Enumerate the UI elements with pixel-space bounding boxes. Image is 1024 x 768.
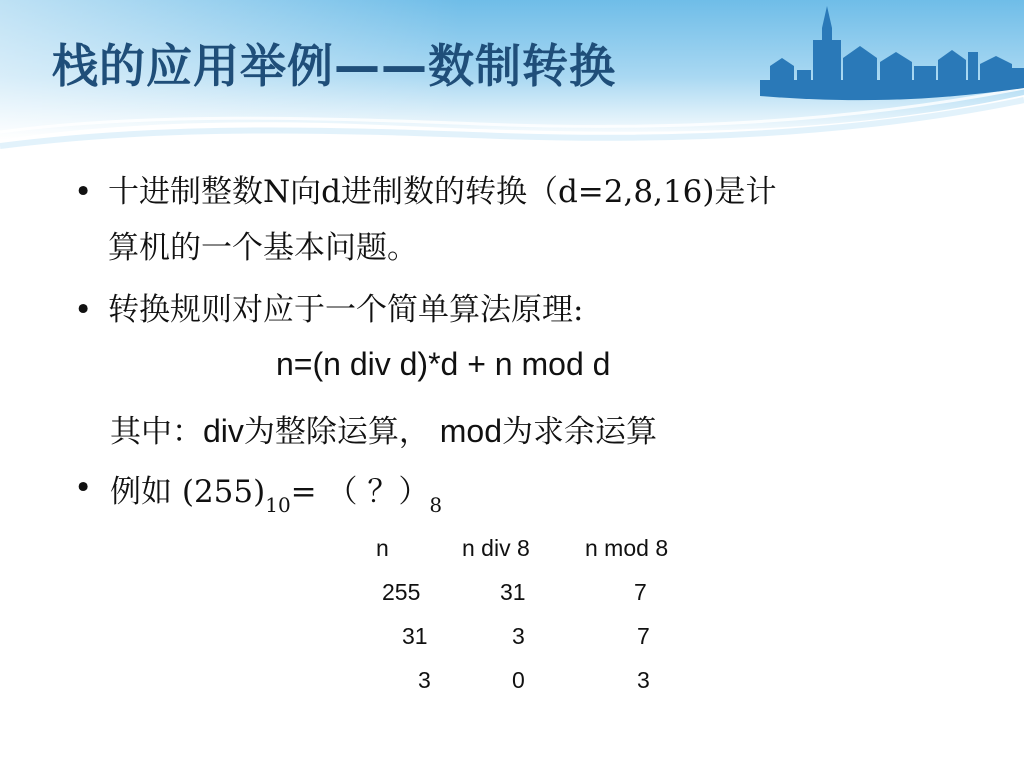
base-from: 10 [265, 493, 291, 517]
table-cell: 3 [512, 623, 525, 649]
table-cell: 3 [637, 667, 650, 693]
table-cell: 31 [402, 623, 428, 649]
bullet-text-line: 算机的一个基本问题。 [108, 230, 418, 266]
mod-description: 为求余运算 [502, 414, 658, 450]
table-cell: 31 [500, 579, 526, 605]
mod-keyword: mod [439, 413, 503, 449]
table-header-div: n div 8 [462, 535, 530, 561]
formula: n=(n div d)*d + n mod d [276, 346, 611, 382]
example-prefix: 例如 (255) [110, 474, 266, 510]
div-description: 为整除运算， [243, 414, 430, 450]
table-cell: 0 [512, 667, 525, 693]
table-cell: 3 [418, 667, 431, 693]
table-cell: 255 [382, 579, 421, 605]
note-prefix: 其中： [110, 414, 203, 450]
div-keyword: div [203, 413, 244, 449]
example-mid: = （ ？） [290, 474, 430, 510]
table-cell: 7 [637, 623, 650, 649]
bullet-text-line: 十进制整数N向d进制数的转换（d=2,8,16)是计 [108, 174, 777, 210]
bullet-text-line: 转换规则对应于一个简单算法原理: [108, 292, 584, 328]
base-to: 8 [429, 493, 443, 517]
page-title: 栈的应用举例——数制转换 [52, 39, 616, 93]
table-header-mod: n mod 8 [585, 535, 669, 561]
table-header-n: n [376, 535, 389, 561]
bullet-dot-icon: • [74, 292, 93, 328]
table-cell: 7 [634, 579, 647, 605]
bullet-dot-icon: • [74, 174, 93, 210]
bullet-dot-icon: • [74, 470, 93, 506]
